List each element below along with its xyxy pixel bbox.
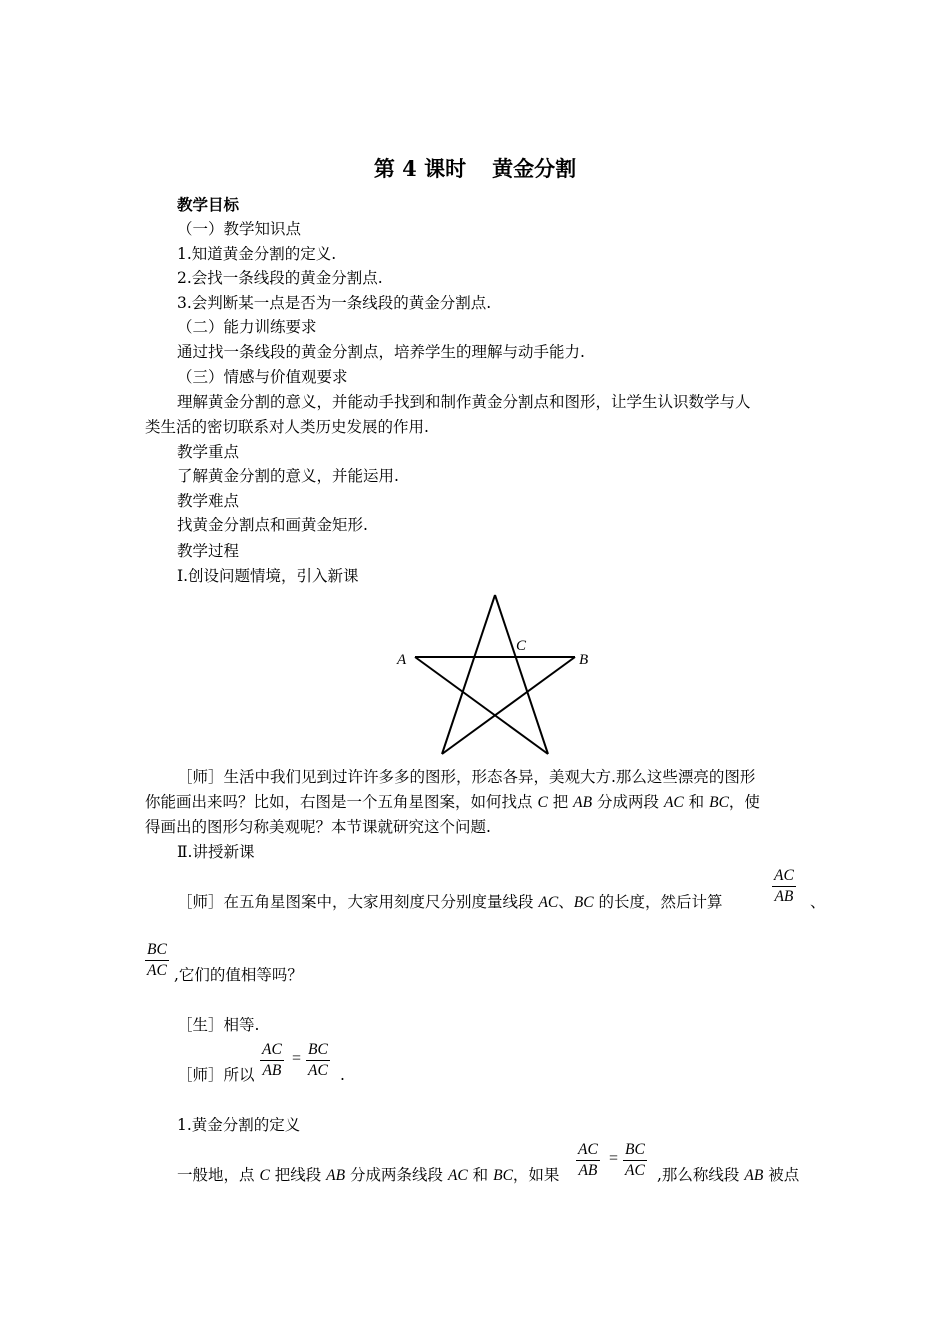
star-edge (495, 595, 548, 754)
point-a-label: A (397, 652, 407, 668)
teacher-conclusion: ［师］所以 (177, 1066, 255, 1084)
key-point-heading: 教学重点 (177, 443, 240, 461)
teacher-question: ,它们的值相等吗？ (174, 966, 303, 984)
process-heading: 教学过程 (177, 542, 240, 560)
fraction-bc-over-ac: $\frac{BC}{AC}$ (308, 1041, 328, 1079)
emotion-text-line2: 类生活的密切联系对人类历史发展的作用. (145, 418, 429, 436)
equals-sign: = (609, 1150, 619, 1167)
ability-heading: （二）能力训练要求 (177, 318, 317, 336)
equals-sign: = (292, 1050, 302, 1067)
pentagram-figure (390, 588, 590, 760)
objectives-heading: 教学目标 (177, 195, 240, 214)
section-1-heading: Ⅰ.创设问题情境，引入新课 (177, 567, 359, 585)
title-topic: 黄金分割 (492, 156, 577, 181)
teacher-para2-line1: ［师］在五角星图案中，大家用刻度尺分别度量线段 AC、BC 的长度，然后计算 (177, 893, 723, 911)
ability-text: 通过找一条线段的黄金分割点，培养学生的理解与动手能力. (177, 343, 585, 361)
page-title (0, 153, 950, 183)
teacher-para1-line2: 你能画出来吗？比如，右图是一个五角星图案，如何找点 C 把 AB 分成两段 AC 和 BC，使 (145, 793, 760, 811)
list-separator: 、 (810, 893, 826, 911)
knowledge-item: 1.知道黄金分割的定义. (177, 245, 337, 263)
star-edge (442, 657, 575, 754)
difficulty-text: 找黄金分割点和画黄金矩形. (177, 516, 368, 534)
fraction-ac-over-ab: $\frac{AC}{AB}$ (262, 1041, 282, 1079)
point-b-label: B (579, 652, 589, 668)
teacher-para1-line3: 得画出的图形匀称美观呢？本节课就研究这个问题. (145, 818, 491, 836)
definition-text-tail: ,那么称线段 AB 被点 (657, 1166, 800, 1184)
knowledge-item: 3.会判断某一点是否为一条线段的黄金分割点. (177, 294, 492, 312)
student-answer: ［生］相等. (177, 1016, 260, 1034)
sentence-period: . (340, 1066, 345, 1084)
teacher-para1-line1: ［师］生活中我们见到过许许多多的图形，形态各异，美观大方.那么这些漂亮的图形 (177, 768, 756, 786)
definition-text: 一般地，点 C 把线段 AB 分成两条线段 AC 和 BC，如果 (177, 1166, 560, 1184)
section-2-heading: Ⅱ.讲授新课 (177, 843, 255, 861)
point-c-label: C (516, 638, 527, 654)
title-lesson: 第 4 课时 (373, 156, 467, 181)
emotion-text-line1: 理解黄金分割的意义，并能动手找到和制作黄金分割点和图形，让学生认识数学与人 (177, 393, 751, 411)
knowledge-item: 2.会找一条线段的黄金分割点. (177, 269, 383, 287)
fraction-bc-over-ac: $\frac{BC}{AC}$ (147, 941, 167, 979)
fraction-ac-over-ab: $\frac{AC}{AB}$ (774, 867, 794, 905)
definition-heading: 1.黄金分割的定义 (177, 1116, 301, 1134)
emotion-heading: （三）情感与价值观要求 (177, 368, 348, 386)
fraction-bc-over-ac: $\frac{BC}{AC}$ (625, 1141, 645, 1179)
knowledge-heading: （一）教学知识点 (177, 220, 302, 238)
difficulty-heading: 教学难点 (177, 492, 240, 510)
key-point-text: 了解黄金分割的意义，并能运用. (177, 467, 399, 485)
pentagram-lines (415, 595, 575, 754)
star-edge (415, 657, 548, 754)
fraction-ac-over-ab: $\frac{AC}{AB}$ (578, 1141, 598, 1179)
star-edge (442, 595, 495, 754)
